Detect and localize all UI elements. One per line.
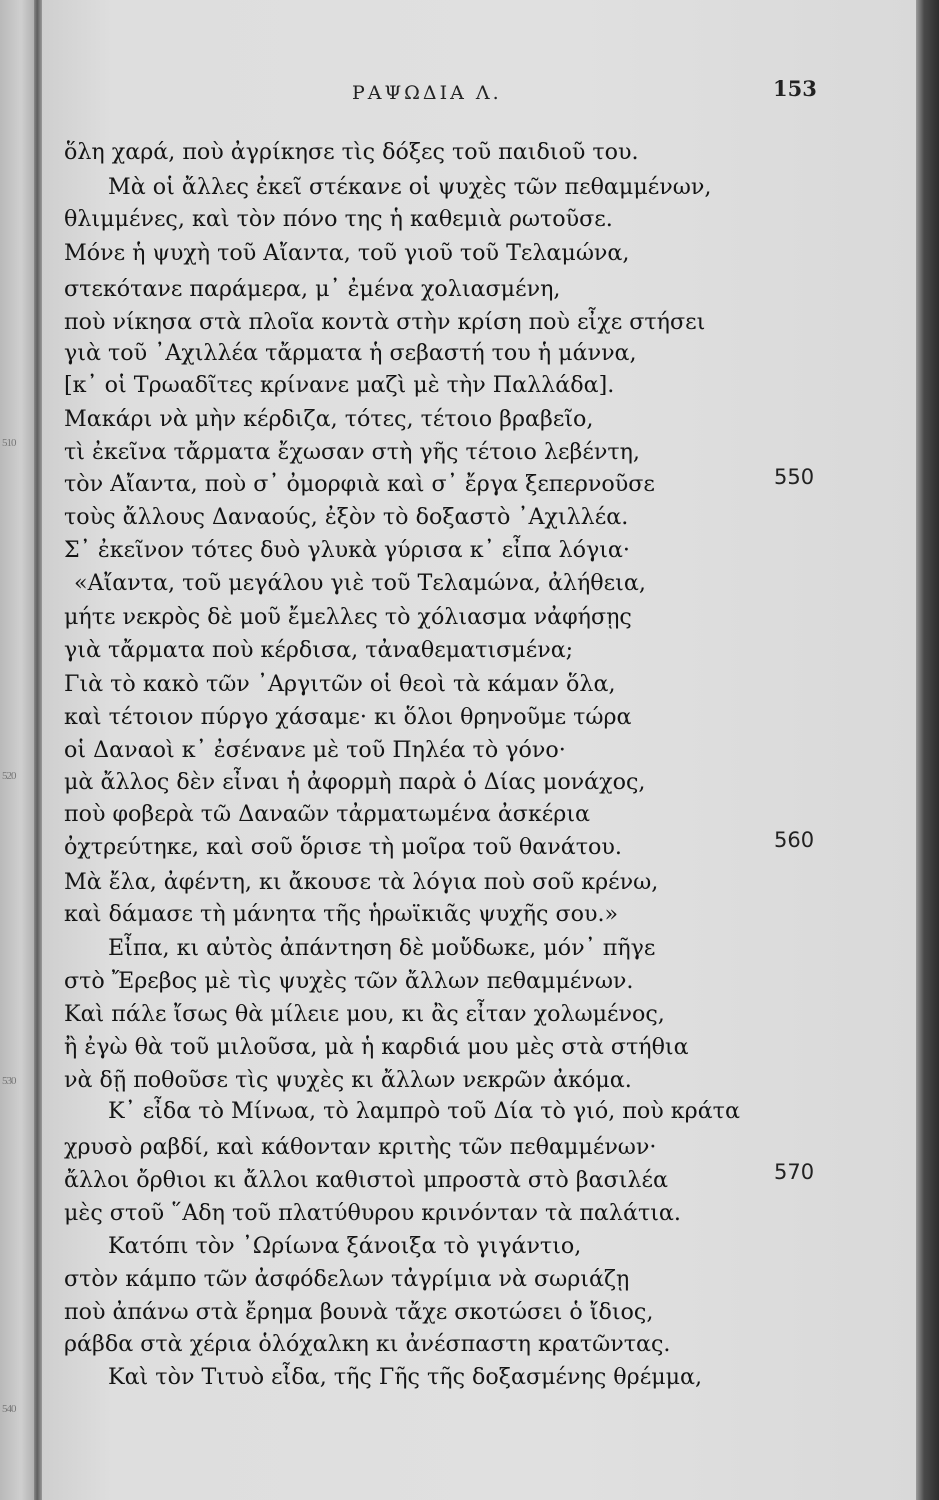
- verse-line: [κ᾿ οἱ Τρωαδῖτες κρίνανε μαζὶ μὲ τὴν Παλλάδα].: [64, 372, 615, 398]
- verse-line: θλιμμένες, καὶ τὸν πόνο της ἡ καθεμιὰ ρωτοῦσε.: [64, 206, 613, 232]
- verse-line: μὲς στοῦ ῞Αδη τοῦ πλατύθυρου κρινόνταν τὰ παλάτια.: [64, 1200, 681, 1226]
- verse-line: στὸν κάμπο τῶν ἀσφόδελων τἀγρίμια νὰ σωριάζῃ: [64, 1266, 630, 1292]
- verse-line: Γιὰ τὸ κακὸ τῶν ᾿Αργιτῶν οἱ θεοὶ τὰ κάμαν ὅλα,: [64, 671, 616, 697]
- page-number: 153: [773, 76, 817, 101]
- verse-line: γιὰ τἄρματα ποὺ κέρδισα, τἀναθεματισμένα;: [64, 637, 574, 663]
- verse-line: ὅλη χαρά, ποὺ ἀγρίκησε τὶς δόξες τοῦ παιδιοῦ του.: [64, 139, 639, 165]
- verse-line: στὸ Ἔρεβος μὲ τὶς ψυχὲς τῶν ἄλλων πεθαμμένων.: [64, 968, 634, 994]
- verse-line: καὶ τέτοιον πύργο χάσαμε· κι ὅλοι θρηνοῦμε τώρα: [64, 704, 632, 730]
- verse-line: Καὶ τὸν Τιτυὸ εἶδα, τῆς Γῆς τῆς δοξασμένης θρέμμα,: [108, 1364, 703, 1390]
- page-right-edge: [916, 0, 939, 1500]
- verse-line: Μὰ ἔλα, ἀφέντη, κι ἄκουσε τὰ λόγια ποὺ σοῦ κρένω,: [64, 869, 659, 895]
- verse-line: Καὶ πάλε ἴσως θὰ μίλειε μου, κι ἂς εἶταν χολωμένος,: [64, 1001, 665, 1027]
- verse-line: τὸν Αἴαντα, ποὺ σ᾿ ὀμορφιὰ καὶ σ᾿ ἔργα ξεπερνοῦσε: [64, 471, 655, 497]
- verse-line-number: 550: [774, 465, 815, 489]
- verse-line: ἄλλοι ὄρθιοι κι ἄλλοι καθιστοὶ μπροστὰ στὸ βασιλέα: [64, 1167, 668, 1193]
- verse-line: ράβδα στὰ χέρια ὁλόχαλκη κι ἀνέσπαστη κρατῶντας.: [64, 1331, 671, 1357]
- verse-line: στεκότανε παράμερα, μ᾿ ἐμένα χολιασμένη,: [64, 276, 561, 302]
- verse-line: Κατόπι τὸν ᾿Ωρίωνα ξάνοιξα τὸ γιγάντιο,: [108, 1233, 582, 1259]
- verse-line: Κ᾿ εἶδα τὸ Μίνωα, τὸ λαμπρὸ τοῦ Δία τὸ γιό, ποὺ κράτα: [108, 1098, 740, 1124]
- verse-line: ποὺ φοβερὰ τῶ Δαναῶν τἀρματωμένα ἀσκέρια: [64, 801, 591, 827]
- previous-page-line-number: 510: [2, 437, 16, 449]
- verse-line: νὰ δῇ ποθοῦσε τὶς ψυχὲς κι ἄλλων νεκρῶν ἀκόμα.: [64, 1067, 632, 1093]
- verse-line: Σ᾿ ἐκεῖνον τότες δυὸ γλυκὰ γύρισα κ᾿ εἶπα λόγια·: [64, 537, 630, 563]
- verse-line: μὰ ἄλλος δὲν εἶναι ἡ ἀφορμὴ παρὰ ὁ Δίας μονάχος,: [64, 769, 646, 795]
- verse-line: χρυσὸ ραβδί, καὶ κάθονταν κριτὴς τῶν πεθαμμένων·: [64, 1134, 657, 1160]
- verse-line: οἱ Δαναοὶ κ᾿ ἐσένανε μὲ τοῦ Πηλέα τὸ γόνο·: [64, 737, 566, 763]
- previous-page-line-number: 540: [2, 1403, 16, 1415]
- verse-line: ἢ ἐγὼ θὰ τοῦ μιλοῦσα, μὰ ἡ καρδιά μου μὲς στὰ στήθια: [64, 1034, 689, 1060]
- previous-page-line-number: 530: [2, 1075, 16, 1087]
- verse-line: καὶ δάμασε τὴ μάνητα τῆς ἡρωϊκιᾶς ψυχῆς σου.»: [64, 901, 619, 927]
- verse-line: Μόνε ἡ ψυχὴ τοῦ Αἴαντα, τοῦ γιοῦ τοῦ Τελαμώνα,: [64, 240, 630, 266]
- binding-gutter: [34, 0, 42, 1500]
- verse-line: μήτε νεκρὸς δὲ μοῦ ἔμελλες τὸ χόλιασμα νἀφήσῃς: [64, 604, 632, 630]
- verse-line-number: 570: [774, 1160, 815, 1184]
- verse-line: τοὺς ἄλλους Δαναούς, ἐξὸν τὸ δοξαστὸ ᾿Αχιλλέα.: [64, 504, 629, 530]
- verse-line: γιὰ τοῦ ᾿Αχιλλέα τἄρματα ἡ σεβαστή του ἡ μάννα,: [64, 340, 637, 366]
- previous-page-line-number: 520: [2, 770, 16, 782]
- verse-line: τὶ ἐκεῖνα τἄρματα ἔχωσαν στὴ γῆς τέτοιο λεβέντη,: [64, 439, 640, 465]
- verse-line: «Αἴαντα, τοῦ μεγάλου γιὲ τοῦ Τελαμώνα, ἀλήθεια,: [74, 570, 646, 596]
- verse-line: ποὺ νίκησα στὰ πλοῖα κοντὰ στὴν κρίση ποὺ εἶχε στήσει: [64, 309, 706, 335]
- verse-line: ὀχτρεύτηκε, καὶ σοῦ ὅρισε τὴ μοῖρα τοῦ θανάτου.: [64, 834, 622, 860]
- verse-line-number: 560: [774, 828, 815, 852]
- verse-line: Μὰ οἱ ἄλλες ἐκεῖ στέκανε οἱ ψυχὲς τῶν πεθαμμένων,: [108, 174, 712, 200]
- previous-page-edge: [0, 0, 38, 1500]
- verse-line: Μακάρι νὰ μὴν κέρδιζα, τότες, τέτοιο βραβεῖο,: [64, 406, 594, 432]
- running-head: ΡΑΨΩΔΙΑ Λ.: [352, 82, 502, 104]
- verse-line: Εἶπα, κι αὐτὸς ἀπάντηση δὲ μοὔδωκε, μόν᾿ πῆγε: [108, 935, 656, 961]
- verse-line: ποὺ ἀπάνω στὰ ἔρημα βουνὰ τἄχε σκοτώσει ὁ ἴδιος,: [64, 1299, 654, 1325]
